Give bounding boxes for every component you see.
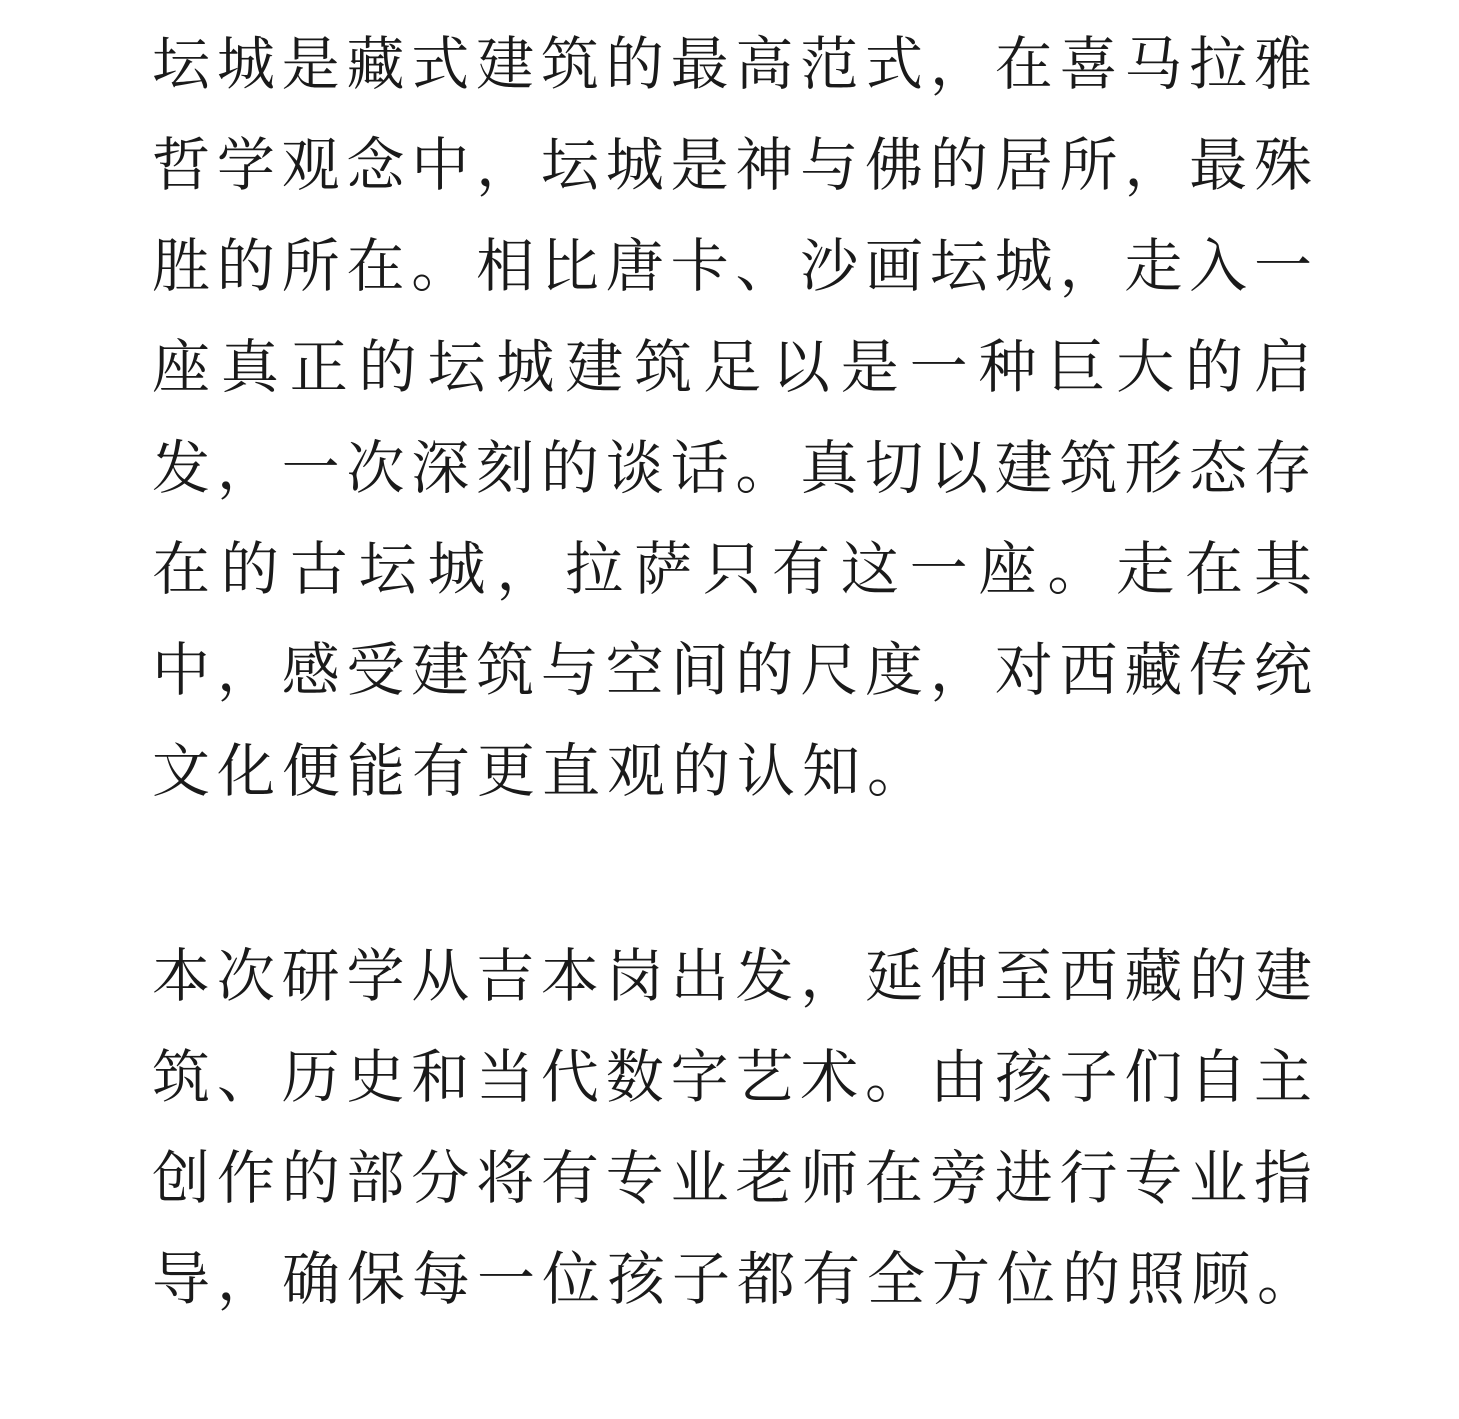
text-line: 座真正的坛城建筑足以是一种巨大的启 xyxy=(152,333,1312,401)
text-line: 在的古坛城，拉萨只有这一座。走在其 xyxy=(152,535,1312,603)
text-line: 文化便能有更直观的认知。 xyxy=(152,737,933,805)
paragraph-1 xyxy=(152,14,1312,822)
text-line: 导，确保每一位孩子都有全方位的照顾。 xyxy=(152,1245,1323,1313)
text-line: 中，感受建筑与空间的尺度，对西藏传统 xyxy=(152,636,1312,704)
text-line: 哲学观念中，坛城是神与佛的居所，最殊 xyxy=(152,131,1312,199)
text-line: 发，一次深刻的谈话。真切以建筑形态存 xyxy=(152,434,1312,502)
paragraph-2 xyxy=(152,926,1323,1330)
text-line: 坛城是藏式建筑的最高范式，在喜马拉雅 xyxy=(152,30,1312,98)
text-line: 筑、历史和当代数字艺术。由孩子们自主 xyxy=(152,1043,1312,1111)
text-line: 胜的所在。相比唐卡、沙画坛城，走入一 xyxy=(152,232,1312,300)
text-line: 本次研学从吉本岗出发，延伸至西藏的建 xyxy=(152,942,1312,1010)
text-line: 创作的部分将有专业老师在旁进行专业指 xyxy=(152,1144,1312,1212)
